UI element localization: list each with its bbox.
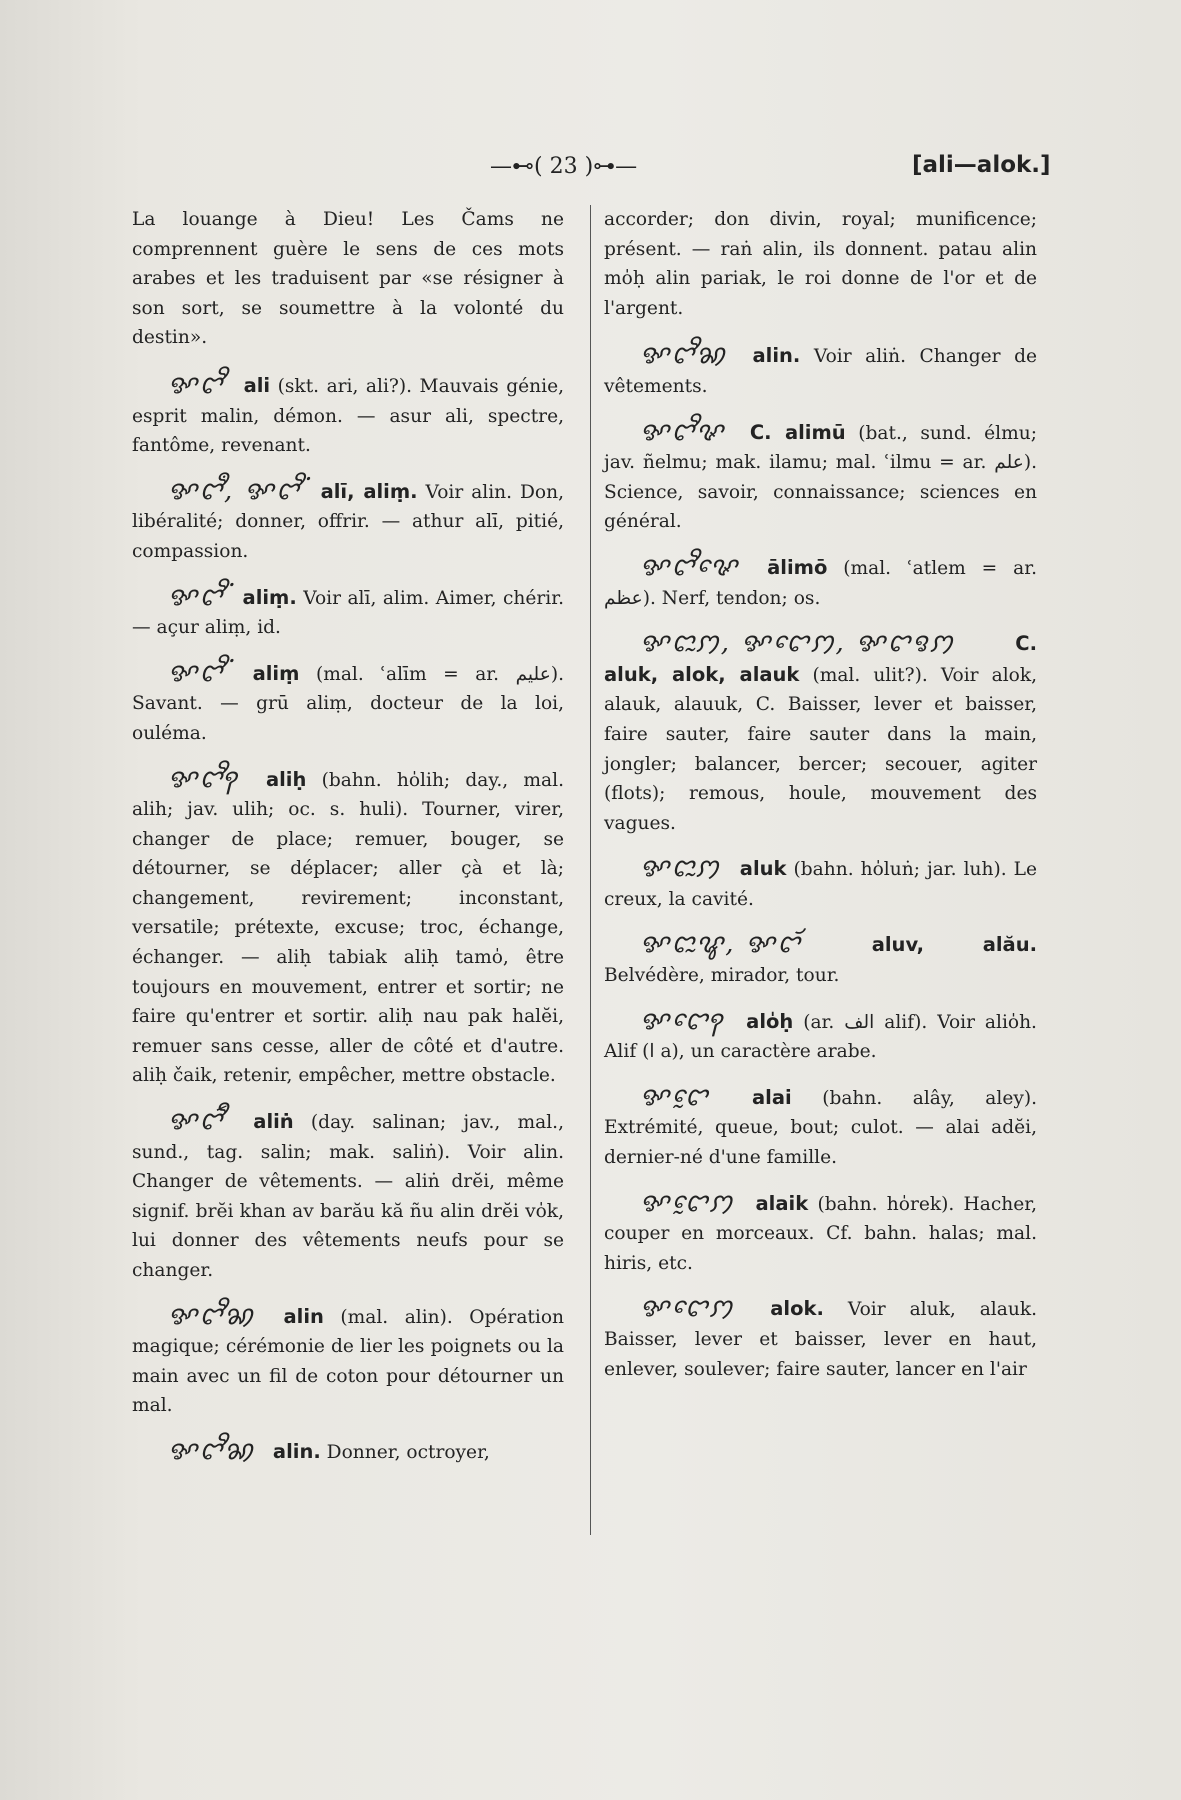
entry-text: Voir aluk, alauk. Baisser, lever et baisser, lever en haut, enlever, soulever; faire sauter, lancer en l'air: [604, 1299, 1037, 1380]
headword: alin.: [272, 1439, 321, 1463]
running-title: [ali—alok.]: [912, 152, 1051, 178]
cham-script-glyph: ꨀꨤꨭꩀ, ꨀꨤꨯꩀ, ꨀꨤꨅꩀ: [640, 628, 955, 659]
dictionary-entry: [132, 583, 564, 643]
entry-text: Voir alī, alim. Aimer, chérir. — açur aliṃ, id.: [132, 587, 564, 639]
dictionary-entry: [132, 477, 564, 567]
entry-text: (bahn. ho̍luṅ; jar. luh). Le creux, la cavité.: [604, 859, 1037, 910]
cham-script-glyph: ꨀꨤꨯꩀ: [640, 1293, 735, 1324]
dictionary-entry: [604, 553, 1037, 613]
dictionary-entry: [132, 1437, 564, 1468]
dictionary-entry: [604, 930, 1037, 990]
headword: alok.: [770, 1297, 824, 1321]
cham-script-glyph: ꨀꨤꨪ: [168, 369, 225, 400]
entry-text: Voir alin. Don, libéralité; donner, offrir. — athur alī, pitié, compassion.: [132, 481, 564, 562]
cham-script-glyph: ꨀꨤꨯꩍ: [640, 1005, 725, 1036]
entry-text: (ar. الف alif). Voir alio̍h. Alif (ا a), un caractère arabe.: [604, 1011, 1037, 1063]
entry-text: (mal. ʿatlem = ar. عظم). Nerf, tendon; os.: [604, 557, 1037, 609]
entry-text: (bahn. ho̍rek). Hacher, couper en morceaux. Cf. bahn. halas; mal. hiris, etc.: [604, 1193, 1037, 1274]
entry-text: (mal. ʿalīm = ar. عليم). Savant. — grū aliṃ, docteur de la loi, ouléma.: [132, 663, 564, 744]
headword: aluk: [739, 857, 787, 881]
headword: aliṃ.: [242, 585, 297, 609]
entry-text: (bahn. alây, aley). Extrémité, queue, bout; culot. — alai adĕi, dernier-né d'une famille.: [604, 1087, 1037, 1169]
right-column: [604, 205, 1037, 1400]
cham-script-glyph: ꨀꨤꨭꨥ, ꨀꨤꨮ: [640, 929, 802, 960]
cham-script-glyph: ꨀꨤꨰ: [640, 1081, 710, 1112]
dictionary-entry: [132, 1107, 564, 1286]
dictionary-entry: [604, 629, 1037, 838]
cham-script-glyph: ꨀꨤꨪꨟ: [640, 416, 726, 447]
cham-script-glyph: ꨀꨤꨪꩆ: [168, 1300, 255, 1331]
cham-script-glyph: ꨀꨤꨪꩍ: [168, 763, 239, 794]
dictionary-entry: [132, 659, 564, 749]
entry-text: Voir aliṅ. Changer de vêtements.: [604, 346, 1037, 397]
headword: alin: [283, 1304, 324, 1328]
headword: alai: [752, 1085, 792, 1109]
cham-script-glyph: ꨀꨤꨪꩆ: [640, 340, 727, 371]
cham-script-glyph: ꨀꨤꨪꩌ: [168, 581, 225, 612]
dictionary-entry: [604, 1007, 1037, 1067]
entry-text: Donner, octroyer,: [326, 1441, 490, 1463]
column-divider: [590, 205, 591, 1535]
headword: aliṃ: [252, 661, 300, 685]
dictionary-entry: [132, 371, 564, 461]
dictionary-entry: [132, 1302, 564, 1421]
headword: alo̍ḥ: [746, 1009, 794, 1033]
entry-text: (day. salinan; jav., mal., sund., tag. salin; mak. saliṅ). Voir alin. Changer de vêtements. — aliṅ drĕi, même signif. brĕi khan av barău kă ñu alin drĕi vo̍k, lui donner des vêtements neufs pour se changer.: [132, 1112, 564, 1281]
headword: C. alimū: [749, 420, 846, 444]
dictionary-entry: [604, 1294, 1037, 1384]
headword: alaik: [755, 1191, 809, 1215]
headword: aliḥ: [265, 767, 307, 791]
cham-script-glyph: ꨀꨤꨪꩌ: [168, 657, 225, 688]
running-head: [0, 150, 1181, 190]
dictionary-entry: [604, 418, 1037, 537]
dictionary-entry: [604, 854, 1037, 914]
headword: alī, aliṃ.: [320, 479, 418, 503]
dictionary-entry: [604, 341, 1037, 401]
dictionary-entry: [604, 1083, 1037, 1173]
entry-text: La louange à Dieu! Les Čams ne comprennent guère le sens de ces mots arabes et les traduisent par «se résigner à son sort, se soumettre à la volonté du destin».: [132, 209, 564, 349]
entry-text: (bahn. ho̍lih; day., mal. alih; jav. ulih; oc. s. huli). Tourner, virer, changer de place; remuer, bouger, se détourner, se déplacer; aller çà et là; changement, revirement; inconstant, versatile; prétexte, excuse; troc, échange, échanger. — aliḥ tabiak aliḥ tamo̍, être toujours en mouvement, entrer et sortir; ne faire qu'entrer et sortir. aliḥ nau pak halĕi, remuer sans cesse, aller de côté et d'autre. aliḥ čaik, retenir, empêcher, mettre obstacle.: [132, 769, 564, 1087]
entry-text: Belvédère, mirador, tour.: [604, 965, 840, 987]
headword: ālimō: [767, 555, 828, 579]
headword: alin.: [752, 344, 801, 368]
dictionary-entry: [604, 1189, 1037, 1279]
cham-script-glyph: ꨀꨤꨭꩀ: [640, 853, 721, 884]
headword: C. aluk, alok, alauk: [604, 632, 1037, 686]
headword: ali: [243, 373, 271, 397]
cham-script-glyph: ꨀꨤꨰꩀ: [640, 1187, 735, 1218]
entry-text: (skt. ari, ali?). Mauvais génie, esprit malin, démon. — asur ali, spectre, fantôme, revenant.: [132, 375, 564, 457]
dictionary-entry: [132, 765, 564, 1092]
cham-script-glyph: ꨀꨤꨪꨟꨯ: [640, 551, 740, 582]
entry-text: accorder; don divin, royal; munificence; présent. — raṅ alin, ils donnent. patau alin mo̍ḥ alin pariak, le roi donne de l'or et de l'argent.: [604, 209, 1037, 319]
entry-text: (bat., sund. élmu; jav. ñelmu; mak. ilamu; mal. ʿilmu = ar. علم). Science, savoir, connaissance; sciences en général.: [604, 422, 1037, 533]
cham-script-glyph: ꨀꨤꨪꩆ: [168, 1435, 255, 1466]
dictionary-entry: [132, 205, 564, 353]
dictionary-entry: [604, 205, 1037, 323]
cham-script-glyph: ꨀꨤꨪꩃ: [168, 1106, 225, 1137]
headword: aluv, alău.: [871, 933, 1037, 957]
headword: aliṅ: [253, 1110, 294, 1134]
entry-text: (mal. ulit?). Voir alok, alauk, alauuk, C. Baisser, lever et baisser, faire sauter, faire sauter dans la main, jongler; balancer, bercer; secouer, agiter (flots); remous, houle, mouvement des vagues.: [604, 664, 1038, 834]
cham-script-glyph: ꨀꨤꨫ, ꨀꨤꨪꩌ: [168, 475, 301, 506]
entry-text: (mal. alin). Opération magique; cérémonie de lier les poignets ou la main avec un fil de coton pour détourner un mal.: [132, 1306, 564, 1417]
page-number: —⊷( 23 )⊶—: [490, 154, 638, 179]
left-column: [132, 205, 564, 1484]
